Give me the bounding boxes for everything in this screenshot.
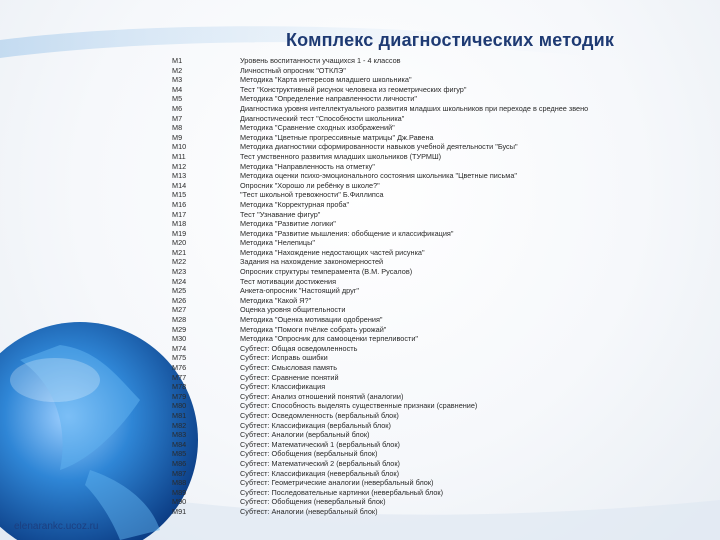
method-code: M88 (172, 478, 187, 488)
list-item (166, 353, 706, 363)
method-code: M83 (172, 430, 187, 440)
method-code: M85 (172, 449, 187, 459)
method-code: M19 (172, 228, 187, 238)
method-name: Субтест: Классификация (невербальный блок) (240, 468, 400, 478)
list-item (166, 133, 706, 143)
method-name: Методика "Нахождение недостающих частей рисунка" (240, 247, 425, 257)
list-item (166, 296, 706, 306)
list-item (166, 104, 706, 114)
method-code: M91 (172, 506, 187, 516)
method-name: Субтест: Обобщения (невербальный блок) (240, 497, 386, 507)
list-item (166, 200, 706, 210)
method-code: M1 (172, 56, 183, 65)
method-code: M77 (172, 372, 187, 382)
method-name: Субтест: Классификация (вербальный блок) (240, 420, 391, 430)
method-code: M7 (172, 113, 183, 123)
method-code: M29 (172, 324, 187, 334)
list-item (166, 210, 706, 220)
method-code: M20 (172, 238, 187, 248)
method-code: M11 (172, 151, 186, 161)
method-name: Субтест: Математический 1 (вербальный блок) (240, 439, 400, 449)
method-code: M4 (172, 84, 183, 94)
method-code: M78 (172, 382, 187, 392)
list-item (166, 286, 706, 296)
method-code: M6 (172, 103, 183, 113)
method-name: Субтест: Аналогии (вербальный блок) (240, 430, 370, 440)
method-name: Субтест: Последовательные картинки (невербальный блок) (240, 487, 444, 497)
list-item (166, 325, 706, 335)
method-name: Субтест: Геометрические аналогии (невербальный блок) (240, 478, 434, 488)
method-code: M79 (172, 391, 187, 401)
method-name: Уровень воспитанности учащихся 1 - 4 классов (240, 56, 401, 65)
list-item (166, 392, 706, 402)
method-code: M10 (172, 142, 187, 152)
method-name: Методика "Развитие мышления: обобщение и классификация" (240, 228, 454, 238)
list-item (166, 162, 706, 172)
list-item (166, 238, 706, 248)
list-item (166, 488, 706, 498)
list-item (166, 315, 706, 325)
method-code: M12 (172, 161, 187, 171)
method-code: M21 (172, 247, 187, 257)
list-item (166, 56, 706, 66)
slide-title: Комплекс диагностических методик (285, 30, 615, 50)
method-name: Методика "Нелепицы" (240, 238, 315, 248)
list-item (166, 277, 706, 287)
list-item (166, 382, 706, 392)
method-name: Методика "Определение направленности личности" (240, 94, 417, 104)
list-item (166, 478, 706, 488)
method-code: M17 (172, 209, 187, 219)
list-item (166, 152, 706, 162)
method-code: M16 (172, 199, 187, 209)
list-item (166, 363, 706, 373)
method-code: M25 (172, 286, 187, 296)
method-name: Оценка уровня общительности (240, 305, 346, 315)
method-code: M9 (172, 132, 183, 142)
method-code: M24 (172, 276, 187, 286)
method-name: Методика "Развитие логики" (240, 219, 336, 229)
method-name: Задания на нахождение закономерностей (240, 257, 384, 267)
method-name: Тест умственного развития младших школьников (ТУРМШ) (240, 151, 442, 161)
list-item (166, 123, 706, 133)
list-item (166, 430, 706, 440)
list-item (166, 190, 706, 200)
list-item (166, 114, 706, 124)
list-item (166, 373, 706, 383)
method-name: Субтест: Исправь ошибки (240, 353, 328, 363)
method-name: Опросник "Хорошо ли ребёнку в школе?" (240, 180, 380, 190)
list-item (166, 219, 706, 229)
method-name: Субтест: Аналогии (невербальный блок) (240, 506, 378, 516)
method-name: Субтест: Общая осведомленность (240, 343, 358, 353)
list-item (166, 267, 706, 277)
method-code: M15 (172, 190, 187, 200)
method-name: Анкета-опросник "Настоящий друг" (240, 286, 359, 296)
method-code: M28 (172, 315, 187, 325)
method-name: Субтест: Математический 2 (вербальный блок) (240, 458, 400, 468)
method-code: M26 (172, 295, 187, 305)
list-item (166, 75, 706, 85)
method-name: Субтест: Способность выделять существенные признаки (сравнение) (240, 401, 478, 411)
method-name: Субтест: Обобщения (вербальный блок) (240, 449, 378, 459)
list-item (166, 248, 706, 258)
method-name: Личностный опросник "ОТКЛЭ" (240, 65, 346, 75)
method-code: M2 (172, 65, 183, 75)
method-name: Субтест: Смысловая память (240, 363, 338, 372)
method-code: M18 (172, 219, 187, 229)
list-item (166, 257, 706, 267)
list-item (166, 334, 706, 344)
method-code: M87 (172, 468, 187, 478)
list-item (166, 459, 706, 469)
list-item (166, 507, 706, 517)
method-code: M75 (172, 353, 187, 363)
method-name: Методика "Сравнение сходных изображений" (240, 123, 395, 133)
method-code: M27 (172, 305, 187, 315)
list-item (166, 305, 706, 315)
method-name: Методика "Направленность на отметку" (240, 161, 375, 171)
list-item (166, 469, 706, 479)
list-item (166, 344, 706, 354)
method-code: M23 (172, 267, 187, 277)
list-item (166, 229, 706, 239)
method-code: M14 (172, 180, 187, 190)
list-item (166, 449, 706, 459)
method-name: Тест "Узнавание фигур" (240, 209, 321, 219)
method-code: M5 (172, 94, 183, 104)
method-name: Тест мотивации достижения (240, 276, 337, 286)
method-name: Методика "Оценка мотивации одобрения" (240, 315, 383, 325)
method-name: Методика диагностики сформированности навыков учебной деятельности "Бусы" (240, 142, 518, 152)
method-code: M76 (172, 363, 187, 372)
list-item (166, 440, 706, 450)
method-code: M80 (172, 401, 187, 411)
method-name: Методика "Какой Я?" (240, 295, 312, 305)
method-name: Диагностический тест "Способности школьника" (240, 113, 405, 123)
method-name: Тест "Конструктивный рисунок человека из геометрических фигур" (240, 84, 467, 94)
method-name: "Тест школьной тревожности" Б.Филлипса (240, 190, 384, 200)
method-name: Методика "Опросник для самооценки терпеливости" (240, 334, 419, 344)
list-item (166, 94, 706, 104)
method-code: M86 (172, 458, 187, 468)
list-item (166, 85, 706, 95)
methods-list (166, 56, 706, 517)
method-code: M8 (172, 123, 183, 133)
method-name: Субтест: Осведомленность (вербальный блок) (240, 410, 399, 420)
list-item (166, 66, 706, 76)
method-code: M22 (172, 257, 187, 267)
list-item (166, 181, 706, 191)
method-code: M3 (172, 75, 183, 85)
list-item (166, 142, 706, 152)
list-item (166, 411, 706, 421)
list-item (166, 497, 706, 507)
method-name: Субтест: Анализ отношений понятий (аналогии) (240, 391, 404, 401)
site-url: elenarankc.ucoz.ru (14, 521, 99, 532)
method-code: M84 (172, 439, 187, 449)
list-item (166, 421, 706, 431)
method-name: Методика "Цветные прогрессивные матрицы" Дж.Равена (240, 132, 434, 142)
method-code: M89 (172, 487, 187, 497)
method-code: M90 (172, 497, 187, 507)
method-name: Методика "Карта интересов младшего школьника" (240, 75, 412, 85)
method-name: Опросник структуры темперамента (В.М. Русалов) (240, 267, 413, 277)
list-item (166, 401, 706, 411)
method-name: Диагностика уровня интеллектуального развития младших школьников при переходе в среднее звено (240, 103, 589, 113)
method-code: M13 (172, 171, 187, 181)
method-name: Методика "Корректурная проба" (240, 199, 350, 209)
method-name: Субтест: Классификация (240, 382, 326, 392)
method-code: M30 (172, 334, 187, 344)
method-code: M81 (172, 410, 187, 420)
list-item (166, 171, 706, 181)
method-name: Методика оценки психо-эмоционального состояния школьника "Цветные письма" (240, 171, 517, 181)
method-code: M74 (172, 343, 187, 353)
method-code: M82 (172, 420, 187, 430)
method-name: Методика "Помоги пчёлке собрать урожай" (240, 324, 387, 334)
method-name: Субтест: Сравнение понятий (240, 372, 339, 382)
